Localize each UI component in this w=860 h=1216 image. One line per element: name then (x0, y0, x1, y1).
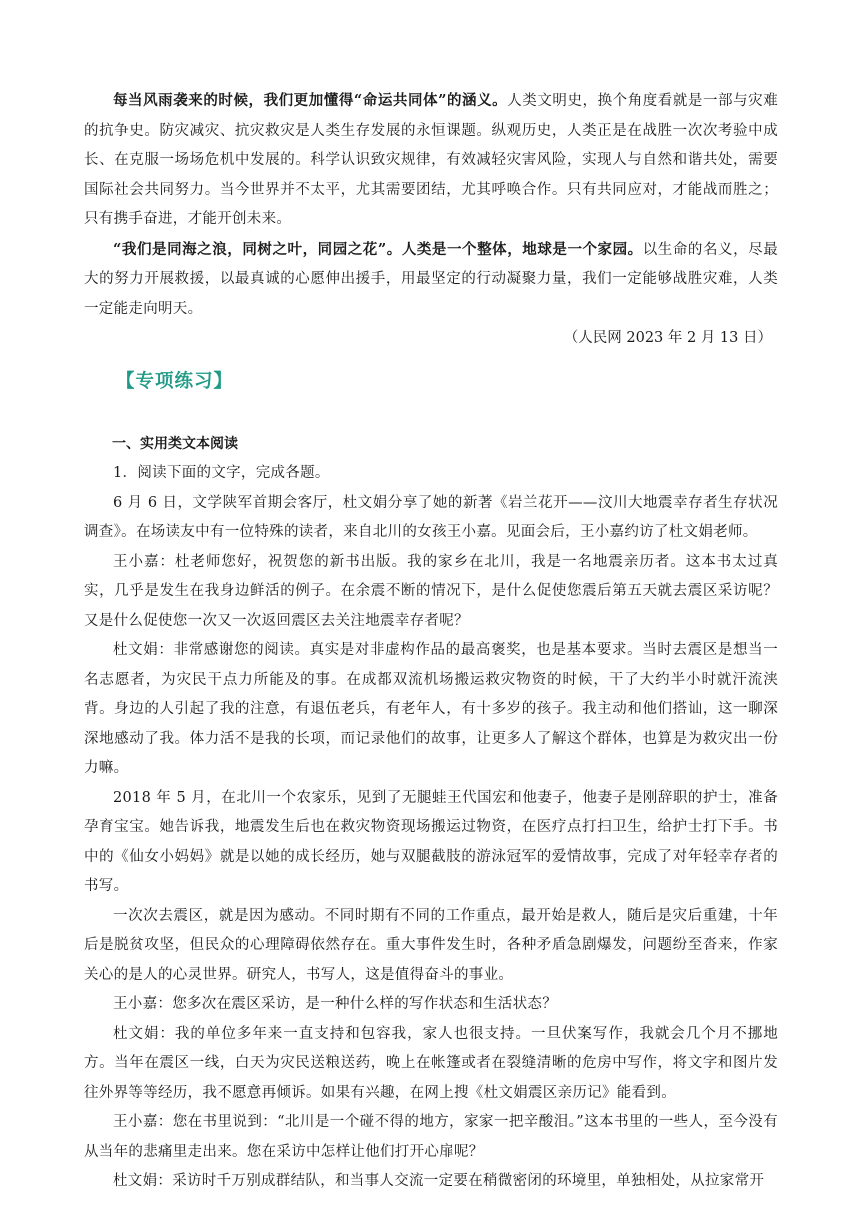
intro-paragraph-2-body: 以生命的名义，尽最大的努力开展救援，以最真诚的心愿伸出援手，用最坚定的行动凝聚力量，我们一定能够战胜灾难，人类一定能走向明天。 (84, 241, 778, 317)
body-paragraph: 王小嘉：您在书里说到：“北川是一个碰不得的地方，家家一把辛酸泪。”这本书里的一些人，至今没有从当年的悲痛里走出来。您在采访中怎样让他们打开心扉呢？ (84, 1114, 778, 1160)
document-page (84, 86, 778, 1197)
body-paragraph: 杜文娟：我的单位多年来一直支持和包容我，家人也很支持。一旦伏案写作，我就会几个月不挪地方。当年在震区一线，白天为灾民送粮送药，晚上在帐篷或者在裂缝清晰的危房中写作，将文字和图片发往外界等等经历，我不愿意再倾诉。如果有兴趣，在网上搜《杜文娟震区亲历记》能看到。 (84, 1025, 778, 1101)
section-title: 【专项练习】 (116, 370, 234, 392)
intro-paragraph-1-lead: 每当风雨袭来的时候，我们更加懂得“命运共同体”的涵义。 (113, 92, 508, 109)
body-paragraph: 2018 年 5 月，在北川一个农家乐，见到了无腿蛙王代国宏和他妻子，他妻子是刚辞职的护士，准备孕育宝宝。她告诉我，地震发生后也在救灾物资现场搬运过物资，在医疗点打扫卫生，给护士打下手。书中的《仙女小妈妈》就是以她的成长经历，她与双腿截肢的游泳冠军的爱情故事，完成了对年轻幸存者的书写。 (84, 789, 778, 894)
body-paragraph: 一次次去震区，就是因为感动。不同时期有不同的工作重点，最开始是救人，随后是灾后重建，十年后是脱贫攻坚，但民众的心理障碍依然存在。重大事件发生时，各种矛盾急剧爆发，问题纷至沓来，作家关心的是人的心灵世界。研究人，书写人，这是值得奋斗的事业。 (84, 907, 778, 983)
intro-paragraph-2-lead: “我们是同海之浪，同树之叶，同园之花”。人类是一个整体，地球是一个家园。 (113, 240, 643, 258)
subheading: 一、实用类文本阅读 (112, 435, 238, 452)
intro-paragraph-1-body: 人类文明史，换个角度看就是一部与灾难的抗争史。防灾减灾、抗灾救灾是人类生存发展的永恒课题。纵观历史，人类正是在战胜一次次考验中成长、在克服一场场危机中发展的。科学认识致灾规律，有效减轻灾害风险，实现人与自然和谐共处，需要国际社会共同努力。当今世界并不太平，尤其需要团结，尤其呼唤合作。只有共同应对，才能战而胜之；只有携手奋进，才能开创未来。 (84, 93, 779, 227)
body-paragraph: 6 月 6 日，文学陕军首期会客厅，杜文娟分享了她的新著《岩兰花开——汶川大地震幸存者生存状况调查》。在场读友中有一位特殊的读者，来自北川的女孩王小嘉。见面会后，王小嘉约访了杜文娟老师。 (84, 494, 778, 540)
body-paragraph: 王小嘉：您多次在震区采访，是一种什么样的写作状态和生活状态？ (113, 996, 557, 1012)
body-paragraph: 杜文娟：采访时千万别成群结队，和当事人交流一定要在稍微密闭的环境里，单独相处，从拉家常开 (113, 1173, 765, 1189)
body-paragraph: 王小嘉：杜老师您好，祝贺您的新书出版。我的家乡在北川，我是一名地震亲历者。这本书太过真实，几乎是发生在我身边鲜活的例子。在余震不断的情况下，是什么促使您震后第五天就去震区采访呢？又是什么促使您一次又一次返回震区去关注地震幸存者呢？ (84, 553, 778, 629)
intro-paragraph-2 (84, 235, 778, 325)
source-citation: （人民网 2023 年 2 月 13 日） (563, 330, 772, 346)
body-paragraph: 杜文娟：非常感谢您的阅读。真实是对非虚构作品的最高褒奖，也是基本要求。当时去震区是想当一名志愿者，为灾民干点力所能及的事。在成都双流机场搬运救灾物资的时候，干了大约半小时就汗流浃背。身边的人引起了我的注意，有退伍老兵，有老年人，有十多岁的孩子。我主动和他们搭讪，这一聊深深地感动了我。体力活不是我的长项，而记录他们的故事，让更多人了解这个群体，也算是为救灾出一份力嘛。 (84, 642, 778, 776)
body-paragraph: 1．阅读下面的文字，完成各题。 (113, 465, 330, 481)
intro-paragraph-1 (84, 86, 778, 235)
